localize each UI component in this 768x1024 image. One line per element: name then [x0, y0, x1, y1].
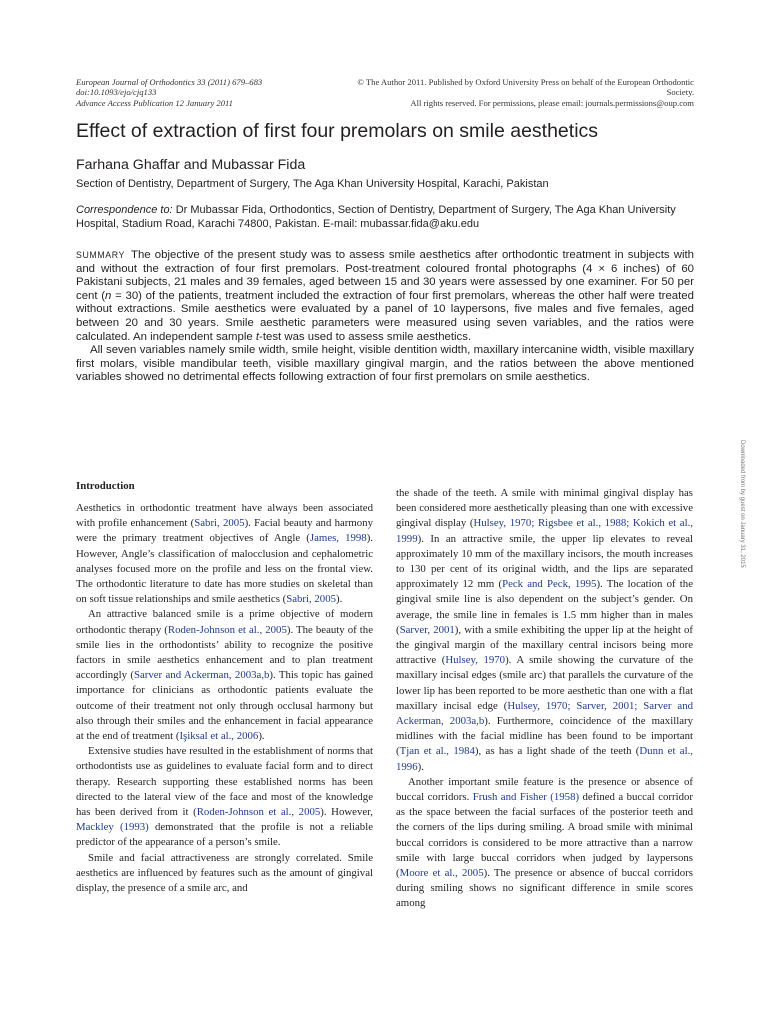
- citation-link[interactable]: Dunn et al., 1996: [396, 745, 693, 773]
- abstract-paragraph: [76, 249, 694, 344]
- section-heading-introduction: Introduction: [76, 480, 135, 492]
- citation-link[interactable]: James, 1998: [309, 532, 367, 545]
- abstract: [76, 249, 694, 385]
- body-text: ), with a smile exhibiting the upper lip at the height of the gingival margin of the maxillary central incisors being more attractive (: [396, 623, 693, 667]
- body-text: ), as has a light shade of the teeth (: [474, 745, 640, 758]
- doi: doi:10.1093/ejo/cjq133: [76, 87, 157, 98]
- body-paragraph: [76, 744, 373, 850]
- correspondence-label: Correspondence to:: [76, 204, 173, 216]
- body-text: ).: [417, 760, 424, 773]
- body-text: Aesthetics in orthodontic treatment have always been associated with profile enhancement (: [76, 502, 373, 530]
- volume-pages: 33 (2011) 679–683: [196, 77, 263, 87]
- body-text: ). A smile showing the curvature of the maxillary incisal edges (smile arc) that parallels the curvature of the lower lip has been reported to be more aesthetic than one with a flat maxillary incisal edge (: [396, 654, 693, 712]
- citation-link[interactable]: Roden-Johnson et al., 2005: [196, 806, 321, 819]
- body-text: ). The beauty of the smile lies in the orthodontists’ ability to recognize the positive factors in smile aesthetics enhancement and to plan treatment accordingly (: [76, 623, 373, 682]
- journal-name: European Journal of Orthodontics: [76, 77, 195, 87]
- citation-link[interactable]: Tjan et al., 1984: [399, 745, 475, 758]
- body-text: ).: [336, 593, 343, 606]
- abstract-text: The objective of the present study was to assess smile aesthetics after orthodontic treatment in subjects with and without the extraction of four first premolars. Post-treatment coloured frontal photographs (4 × 6 inches) of 60 Pakistani subjects, 21 males and 39 females, aged between 15 and 30 years were assessed by one examiner. For 50 per cent (: [76, 249, 694, 302]
- body-text: demonstrated that the profile is not a reliable predictor of the appearance of a person’s smile.: [76, 821, 373, 849]
- body-text: ). Facial beauty and harmony were the primary treatment objectives of Angle (: [76, 517, 373, 545]
- abstract-paragraph-2: All seven variables namely smile width, smile height, visible dentition width, maxillary intercanine width, visible maxillary first molars, visible mandibular teeth, visible maxillary gingival margin, and the ratios between the above mentioned variables showed no detrimental effects following extraction of four first premolars on smile aesthetics.: [76, 344, 694, 384]
- body-paragraph: [396, 486, 693, 775]
- copyright-notice: [330, 77, 694, 108]
- citation-link[interactable]: Peck and Peck, 1995: [502, 578, 597, 591]
- citation-link[interactable]: Roden-Johnson et al., 2005: [167, 623, 287, 636]
- body-text: An attractive balanced smile is a prime objective of modern orthodontic therapy (: [76, 608, 373, 636]
- correspondence: [76, 203, 696, 231]
- citation-link[interactable]: Sarver and Ackerman, 2003a,b: [133, 669, 270, 682]
- body-text: the shade of the teeth. A smile with minimal gingival display has been considered more aesthetically pleasing than one with excessive gingival display (: [396, 487, 693, 530]
- citation-link[interactable]: Sabri, 2005: [286, 593, 336, 606]
- body-text: Another important smile feature is the presence or absence of buccal corridors.: [396, 775, 693, 804]
- article-title: Effect of extraction of first four premolars on smile aesthetics: [76, 120, 599, 142]
- body-text: ). The location of the gingival smile line is also dependent on the subject’s gender. On average, the smile line in females is 1.5 mm higher than in males (: [396, 578, 693, 636]
- citation-link[interactable]: Sarver, 2001: [399, 623, 455, 636]
- body-text: ).: [258, 730, 265, 743]
- body-column-right: [396, 486, 693, 912]
- body-paragraph: [76, 501, 373, 607]
- abstract-text: -test was used to assess smile aesthetics.: [259, 330, 472, 343]
- citation-link[interactable]: Hulsey, 1970; Sarver, 2001; Sarver and Ackerman, 2003a,b: [396, 699, 693, 728]
- body-text: ). In an attractive smile, the upper lip elevates to reveal approximately 10 mm of the maxillary incisors, the mouth increases to 130 per cent of its original width, and the lips are separated approximately 12 mm (: [396, 532, 693, 591]
- abstract-italic-n: n: [105, 289, 112, 302]
- citation-link[interactable]: Hulsey, 1970: [445, 654, 506, 667]
- body-paragraph: [76, 607, 373, 744]
- body-text: ). This topic has gained importance for clinicians as orthodontic patients evaluate the outcome of their treatment not only through occlusal harmony but also through their smiles and the enhancement in facial appearance at the end of treatment (: [76, 669, 374, 743]
- download-watermark: Downloaded from by guest on January 31, 2015: [739, 440, 745, 568]
- summary-label: SUMMARY: [76, 250, 126, 260]
- abstract-text: = 30) of the patients, treatment included the extraction of four first premolars, whereas the other half were treated without extractions. Smile aesthetics were evaluated by a panel of 10 laypersons, five males and five females, aged between 20 and 30 years. Smile aesthetic parameters were measured using seven variables, and the ratios were calculated. An independent sample: [76, 289, 694, 343]
- body-text: ). However,: [320, 806, 373, 819]
- body-text: defined a buccal corridor as the space between the facial surfaces of the posterior teeth and the corners of the lips during smiling. A broad smile with minimal buccal corridors is considered to be more attractive than a narrow smile with large buccal corridors when judged by laypersons (: [396, 791, 693, 880]
- body-text: ). However, Angle’s classification of malocclusion and cephalometric analyses focused more on the profile and less on the frontal view. The orthodontic literature to date has more studies on skeletal than on soft tissue relationships and smile aesthetics (: [76, 532, 373, 606]
- correspondence-text: Dr Mubassar Fida, Orthodontics, Section of Dentistry, Department of Surgery, The Aga Khan University Hospital, Stadium Road, Karachi 74800, Pakistan. E-mail: mubassar.fida@aku.edu: [76, 204, 676, 230]
- body-text: ). Furthermore, coincidence of the maxillary midlines with the facial midline has been found to be important (: [396, 715, 693, 758]
- citation-link[interactable]: Işiksal et al., 2006: [179, 730, 259, 743]
- copyright-line-2: All rights reserved. For permissions, please email: journals.permissions@oup.com: [410, 97, 694, 108]
- citation-link[interactable]: Sabri, 2005: [194, 517, 245, 530]
- citation-link[interactable]: Hulsey, 1970; Rigsbee et al., 1988; Kokich et al., 1999: [396, 517, 693, 545]
- body-text: Extensive studies have resulted in the establishment of norms that orthodontists use as guidelines to evaluate facial form and to direct therapy. Research supporting these established norms has been directed to the lateral view of the face and most of the knowledge has been derived from it (: [76, 745, 373, 819]
- citation-link[interactable]: Mackley (1993): [76, 821, 149, 834]
- citation-link[interactable]: Moore et al., 2005: [399, 867, 484, 880]
- body-column-left: [76, 501, 373, 896]
- body-text: ). The presence or absence of buccal corridors during smiling shows no significant difference in smile scores among: [396, 867, 693, 910]
- access-date: Advance Access Publication 12 January 2011: [76, 97, 233, 108]
- journal-citation: [76, 77, 262, 108]
- citation-link[interactable]: Frush and Fisher (1958): [472, 791, 580, 804]
- affiliation: Section of Dentistry, Department of Surgery, The Aga Khan University Hospital, Karachi, Pakistan: [76, 178, 549, 190]
- body-paragraph: Smile and facial attractiveness are strongly correlated. Smile aesthetics are influenced by features such as the amount of gingival display, the presence of a smile arc, and: [76, 851, 373, 895]
- copyright-line-1: © The Author 2011. Published by Oxford University Press on behalf of the European Orthodontic Society.: [357, 77, 694, 98]
- authors: Farhana Ghaffar and Mubassar Fida: [76, 157, 306, 173]
- abstract-italic-t: t: [255, 330, 260, 343]
- body-paragraph: [396, 775, 693, 912]
